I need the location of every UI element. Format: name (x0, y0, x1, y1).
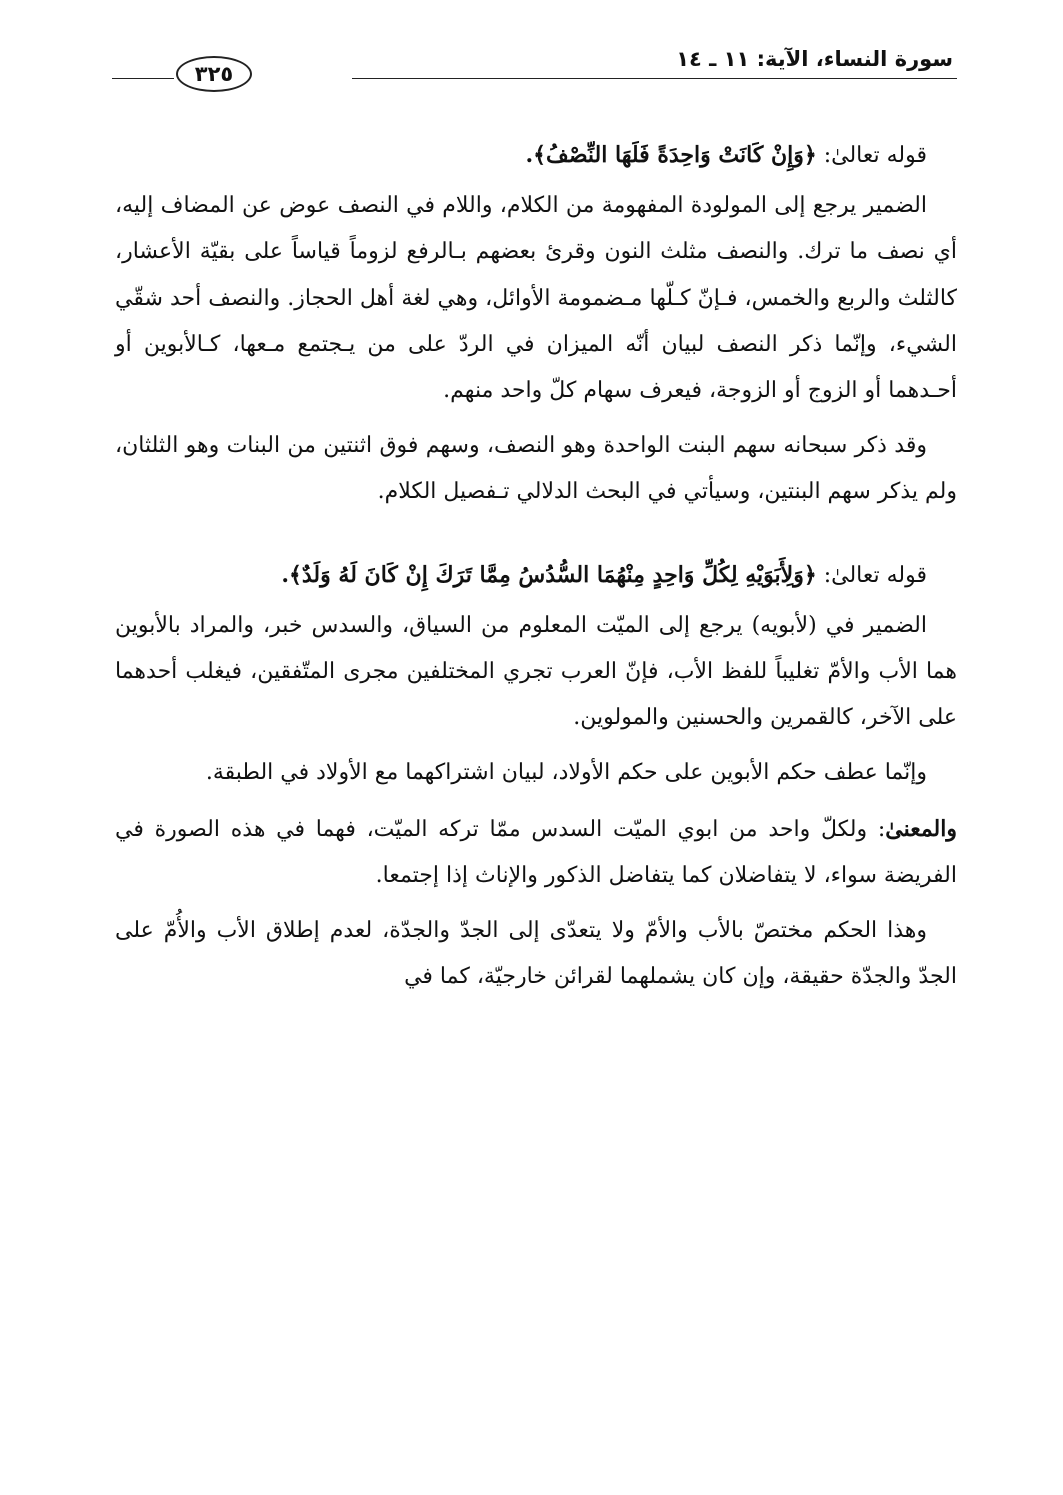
verse-heading-2 (115, 552, 957, 599)
paragraph: وهذا الحكم مختصّ بالأب والأمّ ولا يتعدّى إلى الجدّ والجدّة، لعدم إطلاق الأب والأُمّ على الجدّ والجدّة حقيقة، وإن كان يشملهما لقرائن خارجيّة، كما في (115, 918, 957, 990)
paragraph: الضمير يرجع إلى المولودة المفهومة من الكلام، واللام في النصف عوض عن المضاف إليه، أي نصف ما ترك. والنصف مثلث النون وقرئ بعضهم بـالرفع لزوماً قياساً على بقيّة الأعشار، كالثلث والربع والخمس، فـإنّ كـلّها مـضمومة الأوائل، وهي لغة أهل الحجاز. والنصف أحد شقّي الشيء، وإنّما ذكر النصف لبيان أنّه الميزان في الردّ على من يـجتمع مـعها، كـالأبوين أو أحـدهما أو الزوج أو الزوجة، فيعرف سهام كلّ واحد منهم. (115, 193, 957, 404)
paragraph-meaning (115, 806, 957, 899)
header-rule-left (112, 78, 174, 79)
meaning-text: : ولكلّ واحد من ابوي الميّت السدس ممّا تركه الميّت، فهما في هذه الصورة في الفريضة سواء، لا يتفاضلان كما يتفاضل الذكور والإناث إذا إجتمعا. (115, 816, 957, 888)
quran-quote: ﴿وَلِأَبَوَيْهِ لِكُلِّ وَاحِدٍ مِنْهُمَا السُّدُسُ مِمَّا تَرَكَ إِنْ كَانَ لَهُ وَلَدٌ﴾. (281, 561, 817, 588)
paragraph: الضمير في (لأبويه) يرجع إلى الميّت المعلوم من السياق، والسدس خبر، والمراد بالأبوين هما الأب والأمّ تغليباً للفظ الأب، فإنّ العرب تجري المختلفين مجرى المتّفقين، فيغلب أحدهما على الآخر، كالقمرين والحسنين والمولوين. (115, 612, 957, 731)
meaning-lead: والمعنىٰ (885, 815, 957, 842)
verse-intro: قوله تعالىٰ: (816, 143, 927, 168)
page-number: ٣٢٥ (194, 62, 234, 86)
verse-heading-1 (115, 132, 957, 179)
paragraph: وقد ذكر سبحانه سهم البنت الواحدة وهو النصف، وسهم فوق اثنتين من البنات وهو الثلثان، ولم يذكر سهم البنتين، وسيأتي في البحث الدلالي تـفصيل الكلام. (115, 433, 957, 505)
header-rule (352, 78, 957, 79)
page-body (115, 132, 957, 1009)
quran-quote: ﴿وَإِنْ كَانَتْ وَاحِدَةً فَلَهَا النِّصْفُ﴾. (525, 142, 817, 168)
running-title: سورة النساء، الآية: ١١ ـ ١٤ (676, 47, 953, 71)
page-number-badge (176, 56, 252, 92)
verse-intro: قوله تعالىٰ: (816, 562, 927, 588)
paragraph: وإنّما عطف حكم الأبوين على حكم الأولاد، لبيان اشتراكهما مع الأولاد في الطبقة. (205, 760, 927, 786)
